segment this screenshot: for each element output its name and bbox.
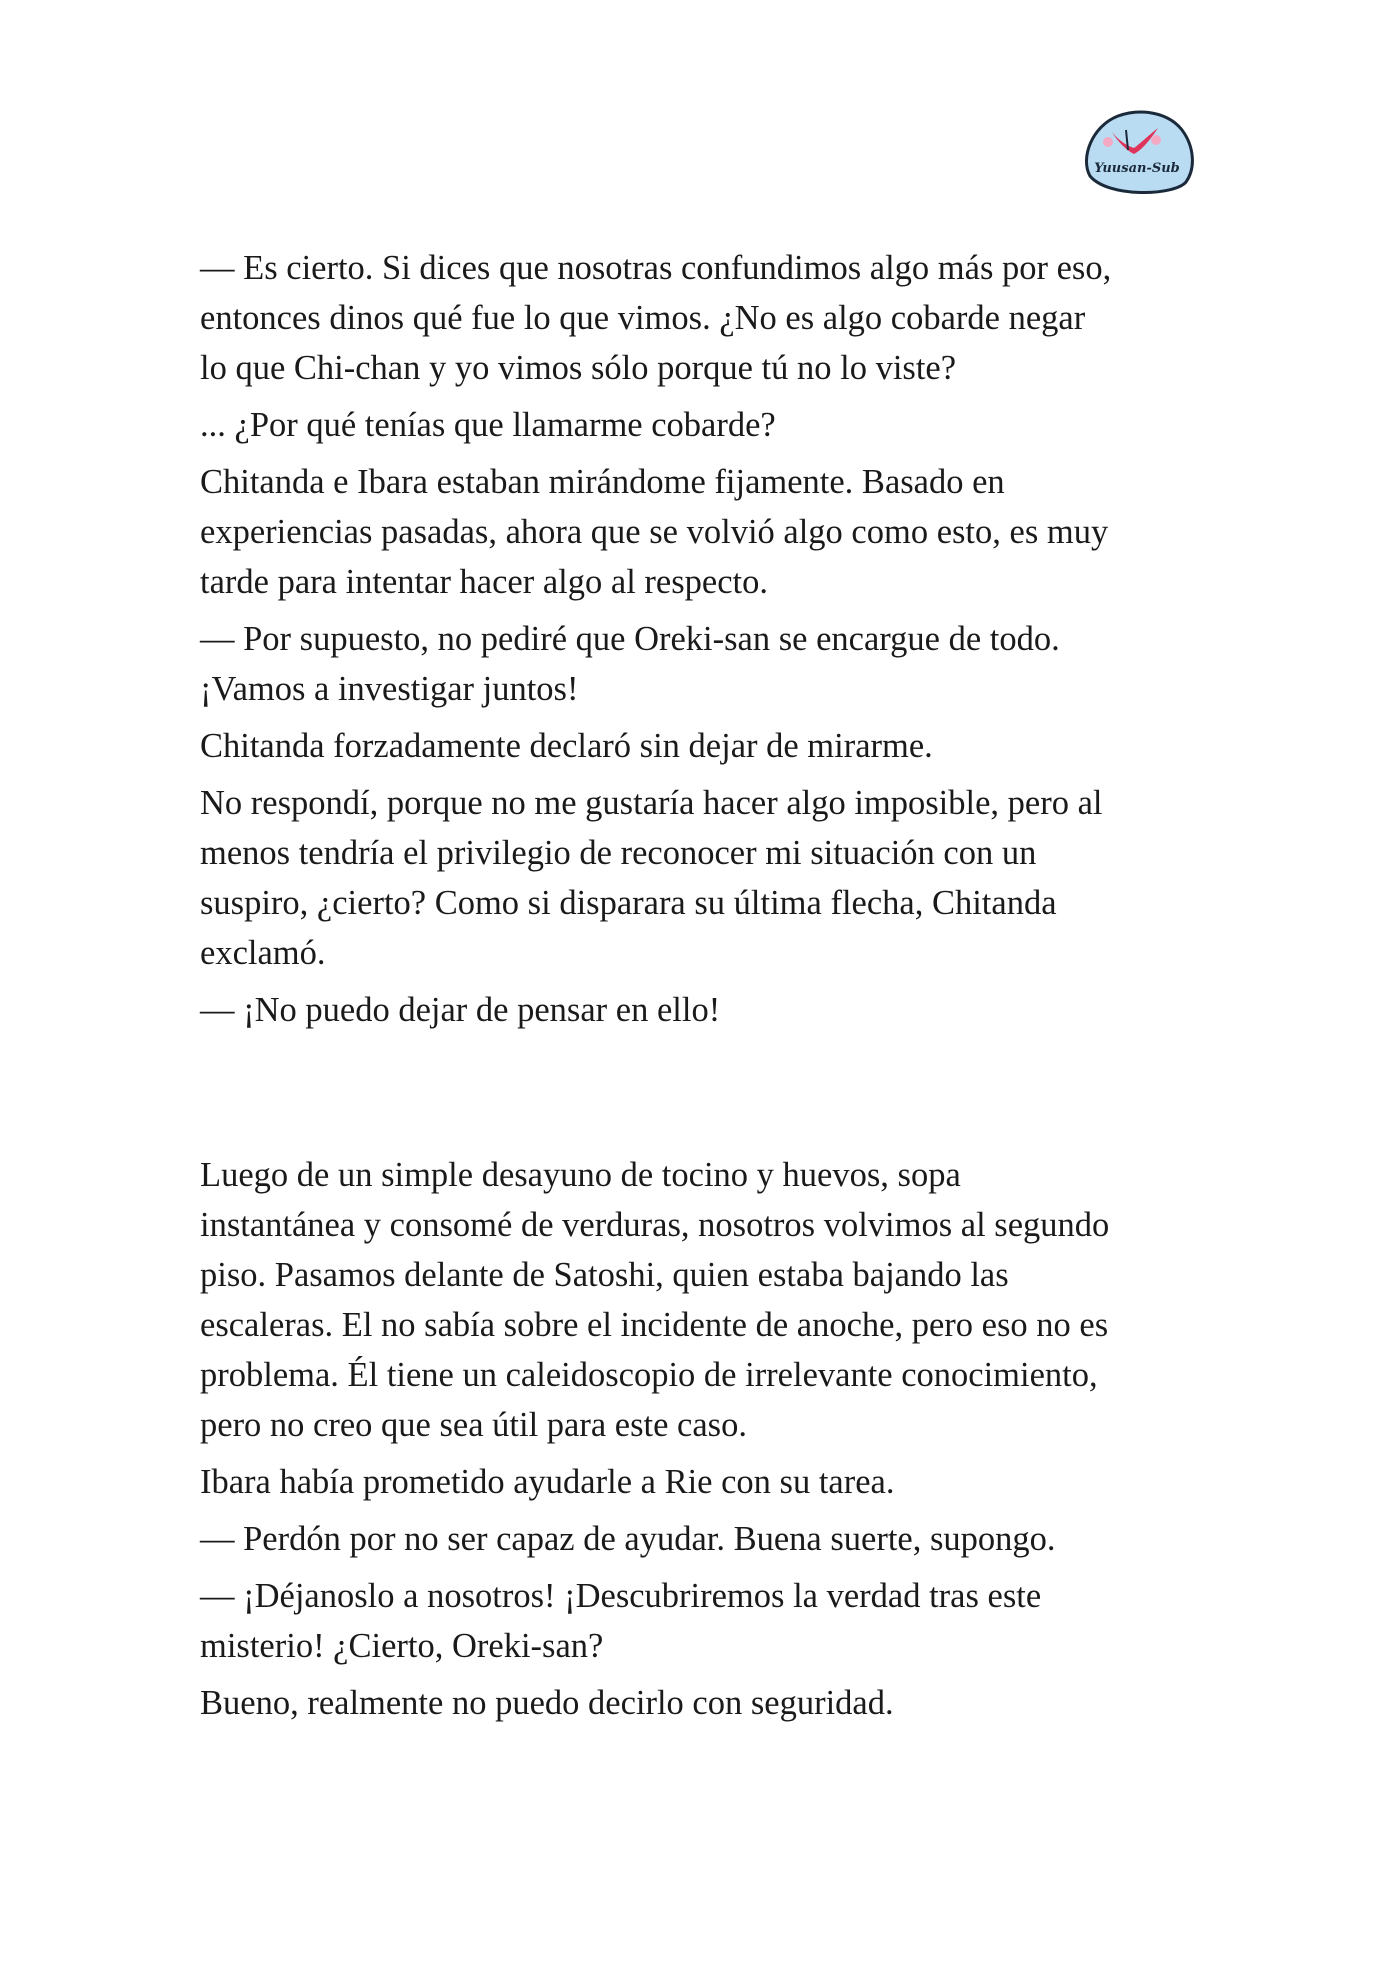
text-line: ¡Vamos a investigar juntos! xyxy=(200,670,579,708)
paragraph xyxy=(200,778,1210,978)
text-line: menos tendría el privilegio de reconocer mi situación con un xyxy=(200,834,1037,872)
text-line: Ibara había prometido ayudarle a Rie con su tarea. xyxy=(200,1463,895,1501)
paragraph xyxy=(200,1571,1210,1671)
logo-text: Yuusan-Sub xyxy=(1094,161,1180,176)
paragraph xyxy=(200,1514,1210,1564)
text-line: experiencias pasadas, ahora que se volvió algo como esto, es muy xyxy=(200,513,1109,551)
text-line: suspiro, ¿cierto? Como si disparara su última flecha, Chitanda xyxy=(200,884,1057,922)
text-line: exclamó. xyxy=(200,934,326,972)
paragraph xyxy=(200,457,1210,607)
paragraph xyxy=(200,400,1210,450)
paragraph xyxy=(200,243,1210,393)
text-line: — Por supuesto, no pediré que Oreki-san se encargue de todo. xyxy=(200,620,1060,658)
paragraph xyxy=(200,1457,1210,1507)
text-line: Bueno, realmente no puedo decirlo con seguridad. xyxy=(200,1684,894,1722)
text-line: Luego de un simple desayuno de tocino y huevos, sopa xyxy=(200,1156,961,1194)
text-line: — ¡Déjanoslo a nosotros! ¡Descubriremos la verdad tras este xyxy=(200,1577,1042,1615)
text-line: ... ¿Por qué tenías que llamarme cobarde? xyxy=(200,406,776,444)
text-line: entonces dinos qué fue lo que vimos. ¿No es algo cobarde negar xyxy=(200,299,1086,337)
logo-dot-left xyxy=(1103,137,1113,147)
logo-blob xyxy=(1086,112,1192,192)
yuusan-sub-logo xyxy=(1078,106,1196,198)
text-line: Chitanda forzadamente declaró sin dejar de mirarme. xyxy=(200,727,933,765)
paragraph xyxy=(200,614,1210,714)
text-line: piso. Pasamos delante de Satoshi, quien estaba bajando las xyxy=(200,1256,1009,1294)
logo-badge-icon xyxy=(1078,106,1196,198)
text-line: pero no creo que sea útil para este caso. xyxy=(200,1406,747,1444)
text-line: No respondí, porque no me gustaría hacer algo imposible, pero al xyxy=(200,784,1103,822)
text-section-1 xyxy=(200,243,1210,1042)
text-line: lo que Chi-chan y yo vimos sólo porque tú no lo viste? xyxy=(200,349,957,387)
text-line: Chitanda e Ibara estaban mirándome fijamente. Basado en xyxy=(200,463,1005,501)
text-line: instantánea y consomé de verduras, nosotros volvimos al segundo xyxy=(200,1206,1110,1244)
text-section-2 xyxy=(200,1150,1210,1735)
text-line: — ¡No puedo dejar de pensar en ello! xyxy=(200,991,721,1029)
text-line: — Perdón por no ser capaz de ayudar. Buena suerte, supongo. xyxy=(200,1520,1056,1558)
paragraph xyxy=(200,721,1210,771)
text-line: — Es cierto. Si dices que nosotras confundimos algo más por eso, xyxy=(200,249,1112,287)
paragraph xyxy=(200,1678,1210,1728)
text-line: tarde para intentar hacer algo al respecto. xyxy=(200,563,768,601)
paragraph xyxy=(200,1150,1210,1450)
text-line: misterio! ¿Cierto, Oreki-san? xyxy=(200,1627,604,1665)
logo-dot-right xyxy=(1151,135,1161,145)
text-line: escaleras. El no sabía sobre el incidente de anoche, pero eso no es xyxy=(200,1306,1109,1344)
text-line: problema. Él tiene un caleidoscopio de irrelevante conocimiento, xyxy=(200,1356,1098,1394)
paragraph xyxy=(200,985,1210,1035)
